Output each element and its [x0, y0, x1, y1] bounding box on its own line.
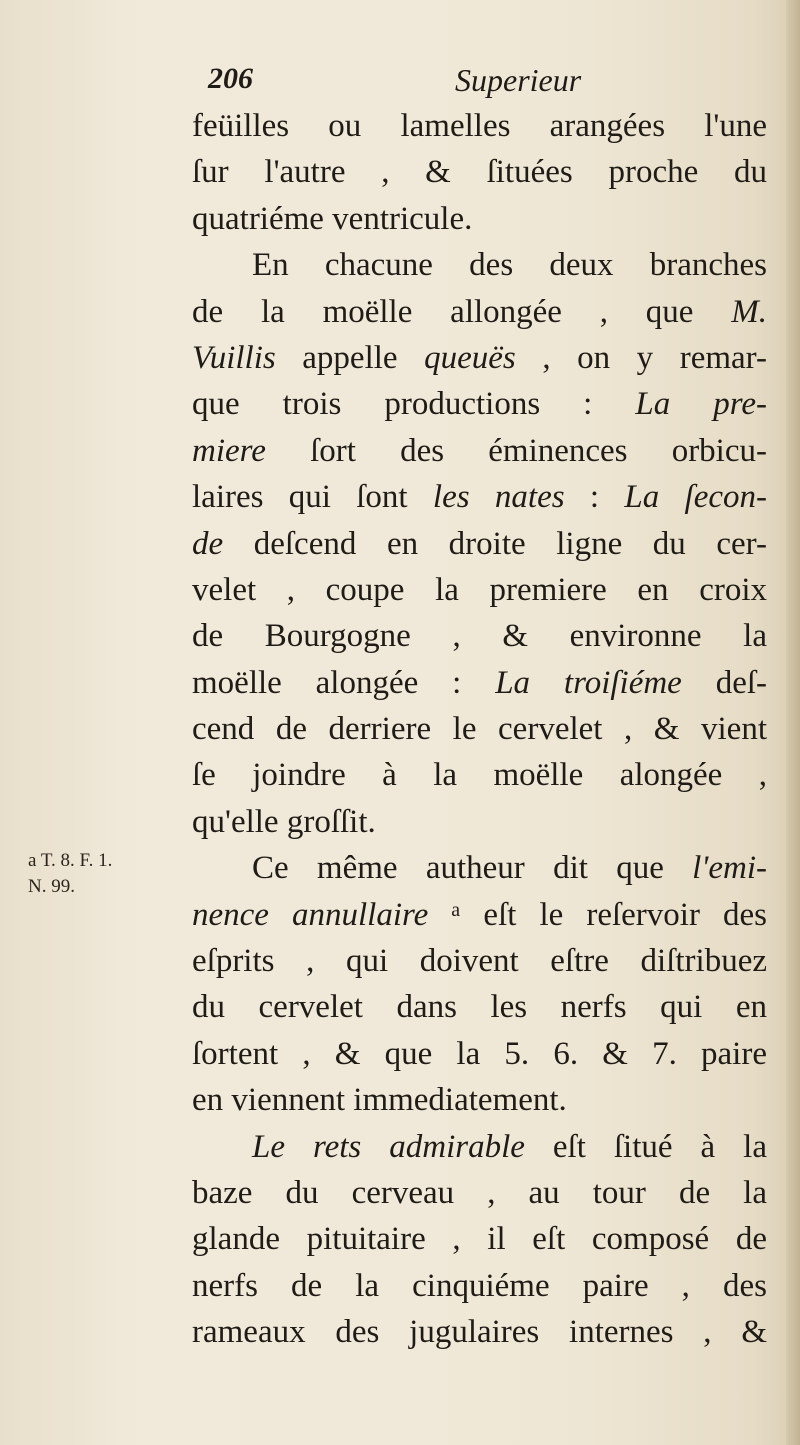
- text-segment: feüilles ou lamelles arangées l'une: [192, 108, 767, 144]
- text-line: [192, 289, 767, 335]
- text-line: [192, 335, 767, 381]
- text-segment-italic: l'emi-: [692, 850, 767, 887]
- text-segment-italic: Vuillis: [192, 339, 276, 376]
- text-segment-italic: les nates: [432, 479, 565, 516]
- text-segment: du cervelet dans les nerfs qui en: [192, 989, 767, 1026]
- text-line: [192, 567, 767, 613]
- text-line: [192, 660, 767, 706]
- text-line: [192, 242, 767, 288]
- text-line: [192, 1216, 767, 1262]
- text-segment: ſe joindre à la moëlle alongée ,: [192, 757, 767, 794]
- text-line: [192, 1124, 767, 1170]
- text-segment: ſortent , & que la 5. 6. & 7. paire: [192, 1035, 767, 1072]
- text-line: [192, 381, 767, 427]
- text-line: [192, 1309, 767, 1355]
- text-segment: de Bourgogne , & environne la: [192, 618, 767, 655]
- text-segment-italic: Le rets admirable: [252, 1128, 525, 1165]
- text-segment-italic: miere: [192, 432, 266, 469]
- text-segment-italic: queuës: [424, 339, 516, 376]
- text-segment: en viennent immediatement.: [192, 1082, 567, 1119]
- text-line: [192, 428, 767, 474]
- text-segment: que trois productions :: [192, 386, 636, 423]
- text-segment: moëlle alongée :: [192, 664, 496, 701]
- page-number: 206: [208, 62, 253, 95]
- text-segment: laires qui ſont: [192, 479, 433, 516]
- text-segment: quatriéme ventricule.: [192, 200, 473, 237]
- text-line: [192, 103, 767, 149]
- text-line: [192, 613, 767, 659]
- text-segment: deſcend en droite ligne du cer-: [223, 525, 767, 562]
- text-line: [192, 1170, 767, 1216]
- text-segment-italic: La troiſiéme: [495, 664, 682, 701]
- text-segment: ſort des éminences orbicu-: [265, 432, 767, 469]
- running-head: Superieur: [455, 62, 582, 98]
- text-segment: ſur l'autre , & ſituées proche du: [192, 154, 767, 191]
- text-segment-italic: La pre-: [635, 386, 767, 423]
- margin-note-line: a T. 8. F. 1.: [28, 850, 113, 871]
- text-segment: de la moëlle allongée , que: [192, 293, 732, 330]
- page-header: [0, 62, 800, 102]
- text-line: [192, 984, 767, 1030]
- text-segment: eſt ſitué à la: [524, 1128, 767, 1165]
- text-segment: appelle: [275, 339, 425, 376]
- text-line: [192, 474, 767, 520]
- text-segment: qu'elle groſſit.: [192, 803, 376, 840]
- text-line: [192, 938, 767, 984]
- text-line: [192, 196, 767, 242]
- text-segment: Ce même autheur dit que: [252, 850, 693, 887]
- text-line: [192, 706, 767, 752]
- text-segment: glande pituitaire , il eſt composé de: [192, 1221, 767, 1258]
- text-segment: :: [564, 479, 625, 516]
- text-line: [192, 892, 767, 938]
- text-line: [192, 1077, 767, 1123]
- text-segment: deſ-: [681, 664, 767, 701]
- text-segment: rameaux des jugulaires internes , &: [192, 1314, 767, 1351]
- text-segment: ᵃ eſt le reſervoir des: [428, 896, 767, 933]
- page-edge: [786, 0, 800, 1445]
- text-segment: cend de derriere le cervelet , & vient: [192, 711, 767, 748]
- text-segment: nerfs de la cinquiéme paire , des: [192, 1267, 767, 1304]
- text-segment-italic: de: [192, 525, 224, 562]
- text-line: [192, 149, 767, 195]
- margin-note: [28, 848, 112, 900]
- text-segment-italic: La ſecon-: [624, 479, 767, 516]
- text-line: [192, 845, 767, 891]
- text-segment: eſprits , qui doivent eſtre diſtribuez: [192, 943, 767, 980]
- text-line: [192, 521, 767, 567]
- text-line: [192, 752, 767, 798]
- text-line: [192, 1031, 767, 1077]
- text-segment: En chacune des deux branches: [252, 247, 767, 284]
- text-segment: , on y remar-: [515, 339, 767, 376]
- text-segment: baze du cerveau , au tour de la: [192, 1174, 767, 1211]
- margin-note-line: N. 99.: [28, 876, 75, 897]
- text-segment: velet , coupe la premiere en croix: [192, 571, 767, 608]
- text-segment-italic: nence annullaire: [192, 896, 429, 933]
- text-segment-italic: M.: [731, 293, 767, 330]
- body-text: [192, 103, 767, 1356]
- text-line: [192, 799, 767, 845]
- text-line: [192, 1263, 767, 1309]
